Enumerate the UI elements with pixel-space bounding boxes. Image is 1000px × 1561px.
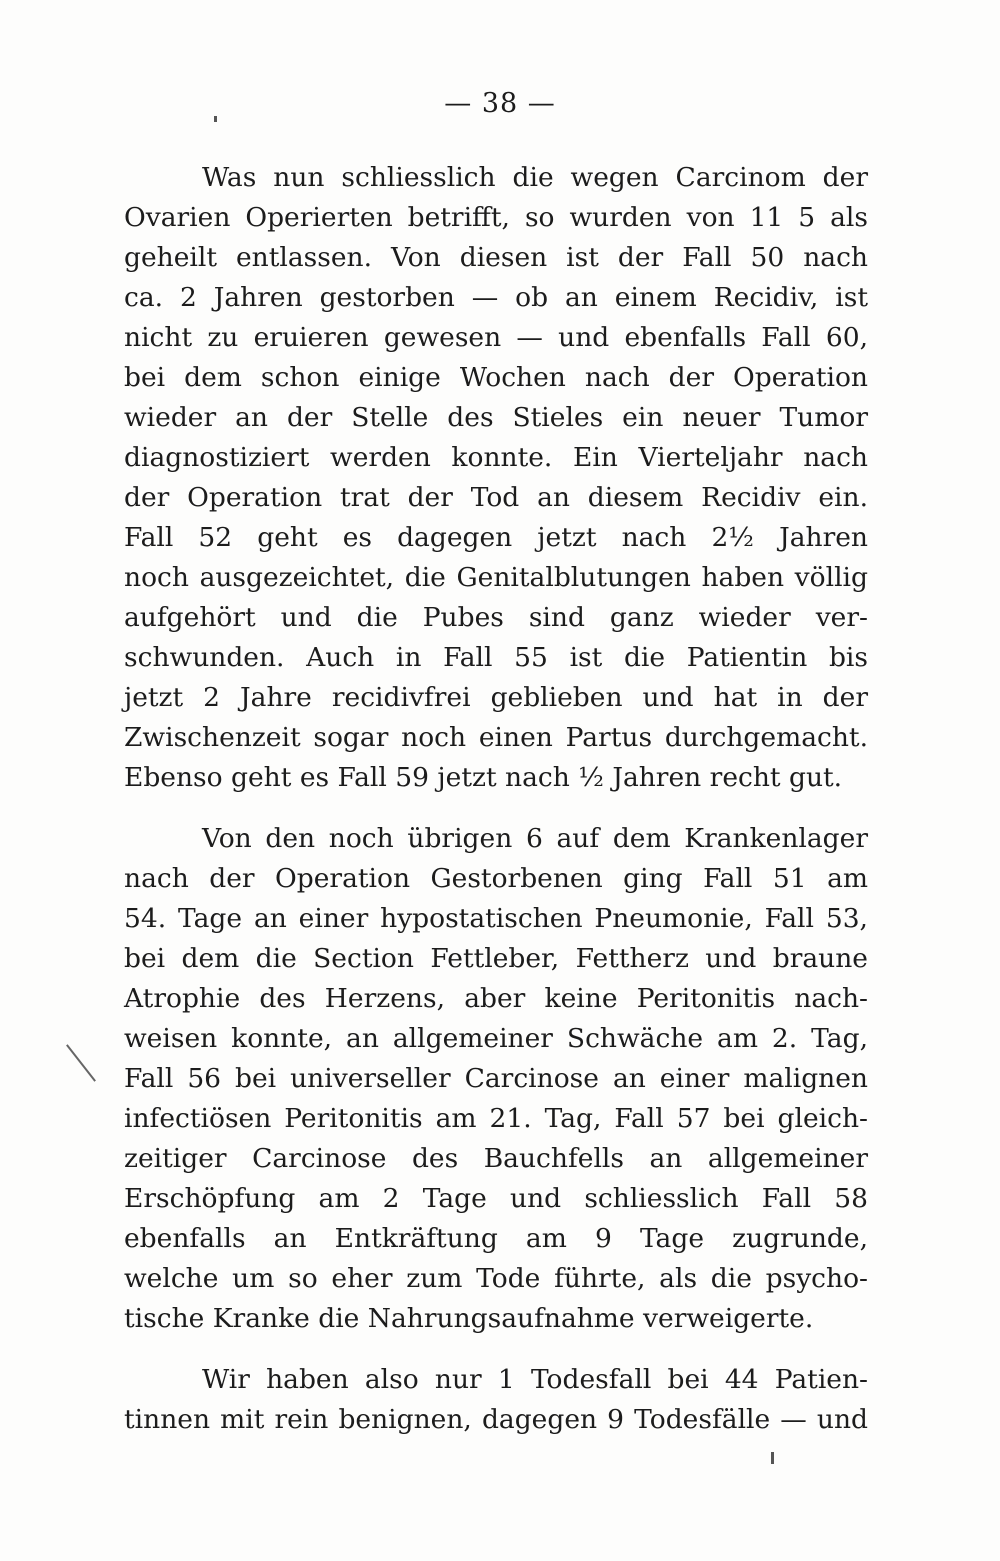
text-line: wieder an der Stelle des Stieles ein neuer Tumor [124,402,868,433]
text-line: Atrophie des Herzens, aber keine Peritonitis nach- [124,983,868,1014]
text-line: Zwischenzeit sogar noch einen Partus durchgemacht. [124,722,868,753]
text-line: Was nun schliesslich die wegen Carcinom der [202,162,868,193]
text-line: bei dem schon einige Wochen nach der Operation [124,362,868,393]
text-line: jetzt 2 Jahre recidivfrei geblieben und hat in der [124,682,868,713]
text-line: nach der Operation Gestorbenen ging Fall 51 am [124,863,868,894]
text-line: Ovarien Operierten betrifft, so wurden von 11 5 als [124,202,868,233]
text-line: ebenfalls an Entkräftung am 9 Tage zugrunde, [124,1223,868,1254]
text-line: nicht zu eruieren gewesen — und ebenfalls Fall 60, [124,322,868,353]
margin-stroke [66,1044,96,1081]
text-line: infectiösen Peritonitis am 21. Tag, Fall 57 bei gleich- [124,1103,868,1134]
text-line: Fall 56 bei universeller Carcinose an einer malignen [124,1063,868,1094]
print-speck [771,1452,774,1464]
text-line: ca. 2 Jahren gestorben — ob an einem Recidiv, ist [124,282,868,313]
text-line: 54. Tage an einer hypostatischen Pneumonie, Fall 53, [124,903,868,934]
text-line: schwunden. Auch in Fall 55 ist die Patientin bis [124,642,868,673]
paragraph-2 [124,819,868,1339]
text-line: Erschöpfung am 2 Tage und schliesslich Fall 58 [124,1183,868,1214]
body-text [124,158,868,1440]
text-line: zeitiger Carcinose des Bauchfells an allgemeiner [124,1143,868,1174]
text-line: Wir haben also nur 1 Todesfall bei 44 Patien- [202,1364,868,1395]
paragraph-3 [124,1360,868,1440]
text-line: tische Kranke die Nahrungsaufnahme verweigerte. [124,1303,814,1334]
text-line: welche um so eher zum Tode führte, als die psycho- [124,1263,868,1294]
print-speck [214,116,217,122]
page-number: — 38 — [444,88,556,119]
text-line: Von den noch übrigen 6 auf dem Krankenlager [202,823,868,854]
text-line: geheilt entlassen. Von diesen ist der Fall 50 nach [124,242,868,273]
text-line: bei dem die Section Fettleber, Fettherz und braune [124,943,868,974]
text-line: tinnen mit rein benignen, dagegen 9 Todesfälle — und [124,1404,868,1435]
text-line: Ebenso geht es Fall 59 jetzt nach ½ Jahren recht gut. [124,762,843,793]
text-line: diagnostiziert werden konnte. Ein Vierteljahr nach [124,442,868,473]
text-line: Fall 52 geht es dagegen jetzt nach 2½ Jahren [124,522,868,553]
text-line: der Operation trat der Tod an diesem Recidiv ein. [124,482,868,513]
text-line: noch ausgezeichtet, die Genitalblutungen haben völlig [124,562,868,593]
text-line: aufgehört und die Pubes sind ganz wieder ver- [124,602,868,633]
paragraph-1 [124,158,868,798]
text-line: weisen konnte, an allgemeiner Schwäche am 2. Tag, [124,1023,868,1054]
